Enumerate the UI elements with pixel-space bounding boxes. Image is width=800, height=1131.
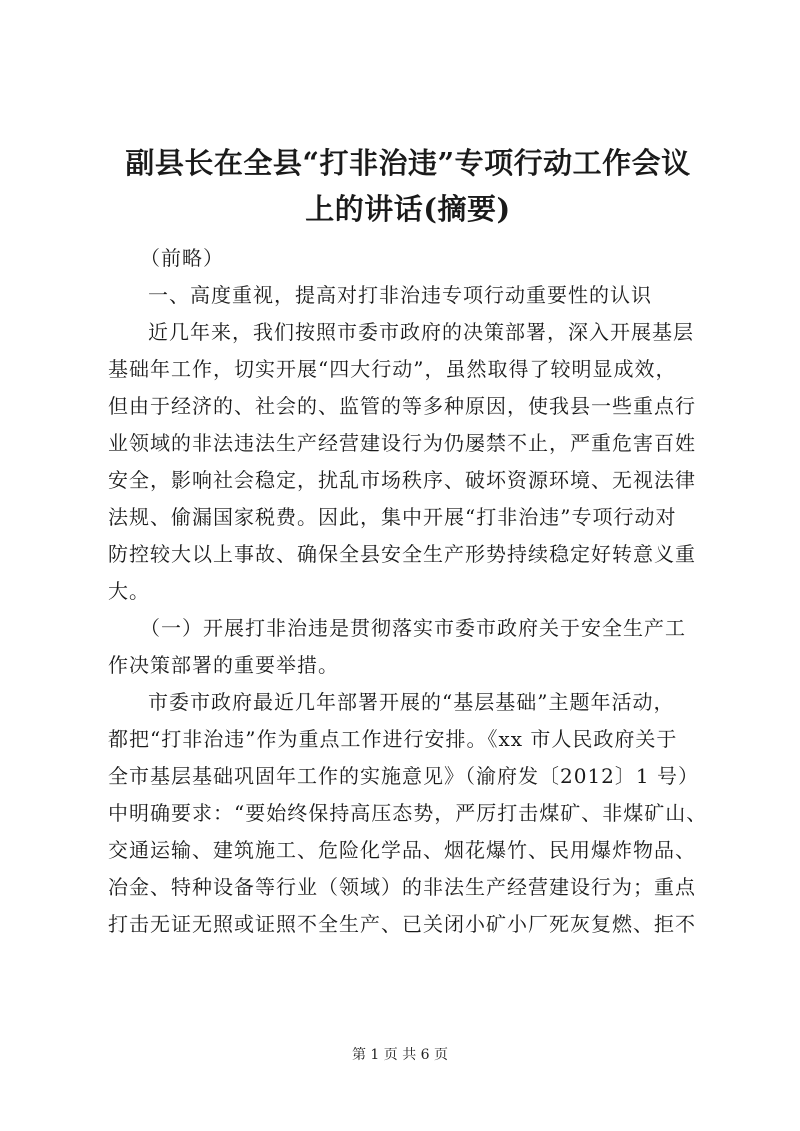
- page-footer: 第 1 页 共 6 页: [351, 1047, 449, 1063]
- paragraph-2: [108, 684, 708, 943]
- paragraph-line: 市委市政府最近几年部署开展的“基层基础”主题年活动，: [148, 690, 675, 714]
- paragraph-line: 安全，影响社会稳定，扰乱市场秩序、破坏资源环境、无视法律: [108, 468, 696, 492]
- paragraph-line: 但由于经济的、社会的、监管的等多种原因，使我县一些重点行: [108, 394, 696, 418]
- title-line-2: 上的讲话(摘要): [305, 192, 511, 226]
- paragraph-line: 大。: [108, 579, 150, 603]
- paragraph-line: 冶金、特种设备等行业（领域）的非法生产经营建设行为；重点: [108, 875, 696, 899]
- paragraph-line: 防控较大以上事故、确保全县安全生产形势持续稳定好转意义重: [108, 542, 696, 566]
- paragraph-line: 中明确要求：“要始终保持高压态势，严厉打击煤矿、非煤矿山、: [108, 801, 708, 825]
- paragraph-line: 近几年来，我们按照市委市政府的决策部署，深入开展基层: [148, 320, 694, 344]
- paragraph-line: 全市基层基础巩固年工作的实施意见》（渝府发〔2012〕1 号）: [108, 764, 699, 788]
- title-line-1: 副县长在全县“打非治违”专项行动工作会议: [125, 146, 691, 180]
- subsection-heading-1: [108, 610, 708, 684]
- paragraph-line: 交通运输、建筑施工、危险化学品、烟花爆竹、民用爆炸物品、: [108, 838, 696, 862]
- paragraph-line: （一）开展打非治违是贯彻落实市委市政府关于安全生产工: [140, 616, 686, 640]
- section-heading-1: 一、高度重视，提高对打非治违专项行动重要性的认识: [148, 283, 652, 307]
- paragraph-line: 基础年工作，切实开展“四大行动”，虽然取得了较明显成效，: [108, 357, 677, 381]
- paragraph-1: [108, 314, 708, 610]
- document-page: [108, 140, 708, 943]
- document-title: [108, 140, 708, 232]
- paragraph-line: 业领域的非法违法生产经营建设行为仍屡禁不止，严重危害百姓: [108, 431, 696, 455]
- paragraph-line: 打击无证无照或证照不全生产、已关闭小矿小厂死灰复燃、拒不: [108, 912, 696, 936]
- paragraph-line: 作决策部署的重要举措。: [108, 653, 339, 677]
- omitted-note: （前略）: [140, 246, 224, 270]
- paragraph-line: 法规、偷漏国家税费。因此，集中开展“打非治违”专项行动对: [108, 505, 677, 529]
- paragraph-line: 都把“打非治违”作为重点工作进行安排。《xx 市人民政府关于: [108, 727, 678, 751]
